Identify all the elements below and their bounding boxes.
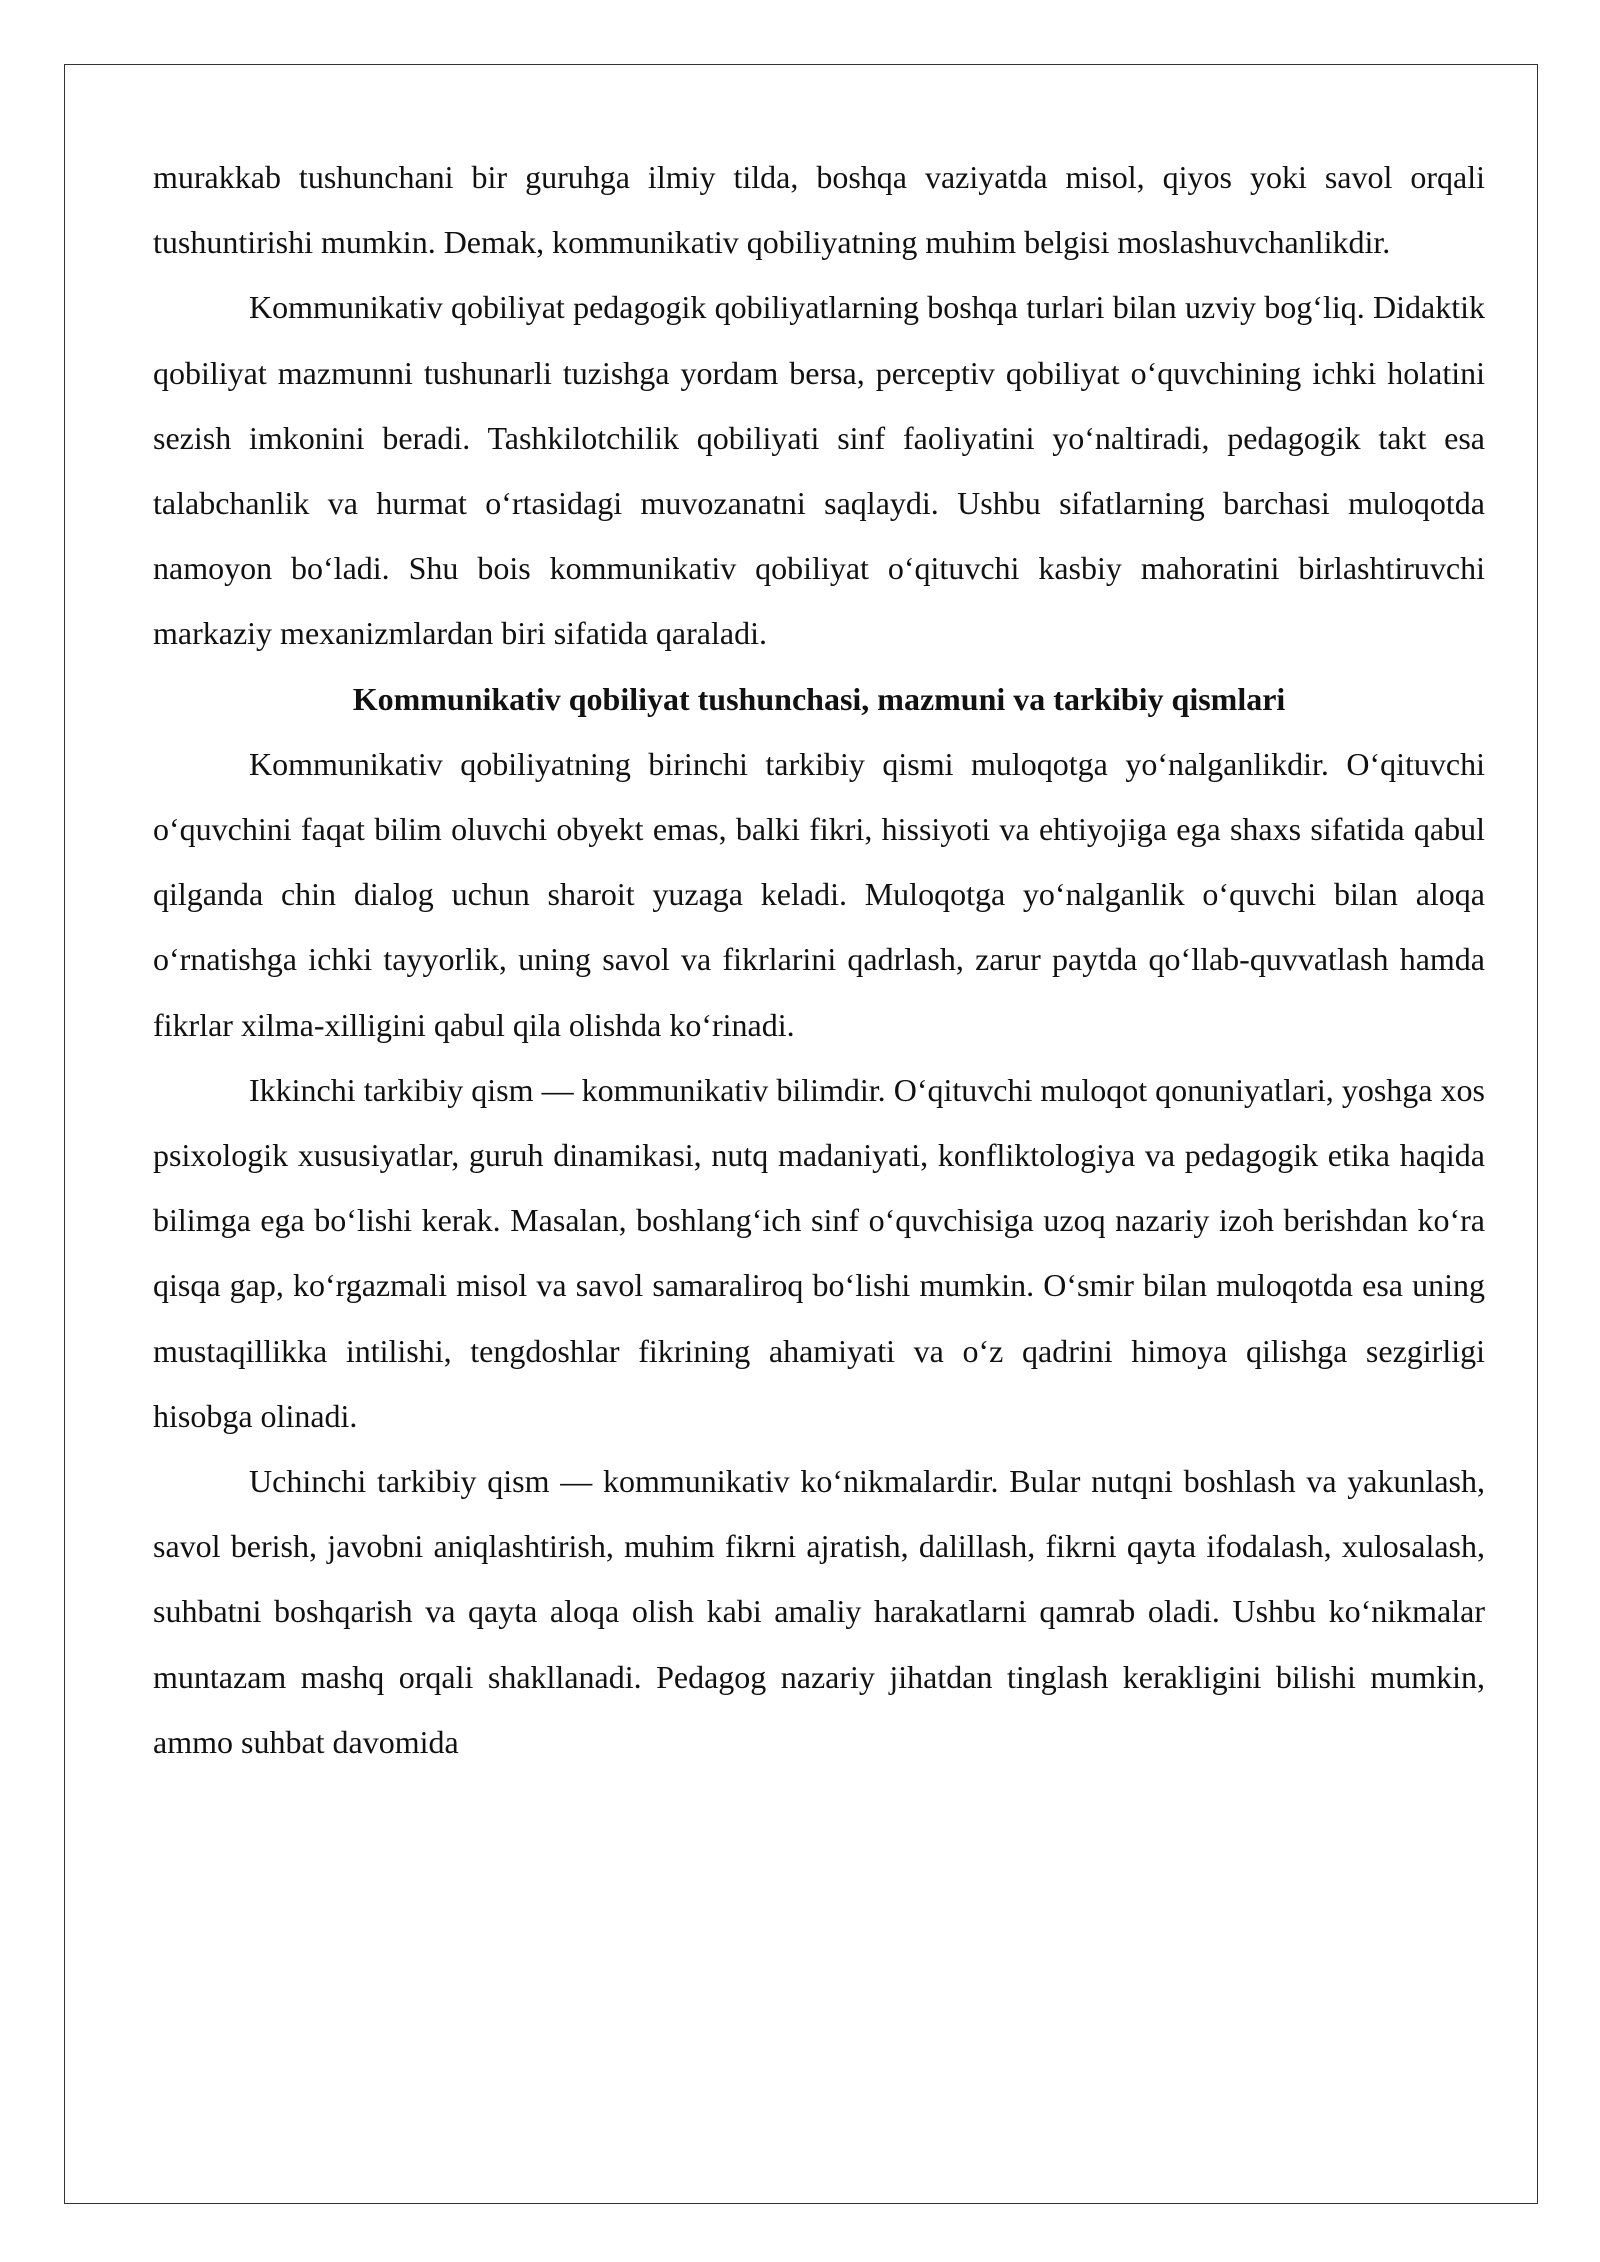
paragraph-continuation: murakkab tushunchani bir guruhga ilmiy tilda, boshqa vaziyatda misol, qiyos yoki savol orqali tushuntirishi mumkin. Demak, kommunikativ qobiliyatning muhim belgisi moslashuvchanlikdir. xyxy=(153,159,1485,261)
paragraph: Ikkinchi tarkibiy qism — kommunikativ bilimdir. O‘qituvchi muloqot qonuniyatlari, yoshga xos psixologik xususiyatlar, guruh dinamikasi, nutq madaniyati, konfliktologiya va pedagogik etika haqida bilimga ega bo‘lishi kerak. Masalan, boshlang‘ich sinf o‘quvchisiga uzoq nazariy izoh berishdan ko‘ra qisqa gap, ko‘rgazmali misol va savol samaraliroq bo‘lishi mumkin. O‘smir bilan muloqotda esa uning mustaqillikka intilishi, tengdoshlar fikrining ahamiyati va o‘z qadrini himoya qilishga sezgirligi hisobga olinadi. xyxy=(153,1071,1485,1434)
paragraph: Kommunikativ qobiliyat pedagogik qobiliyatlarning boshqa turlari bilan uzviy bog‘liq. Didaktik qobiliyat mazmunni tushunarli tuzishga yordam bersa, perceptiv qobiliyat o‘quvchining ichki holatini sezish imkonini beradi. Tashkilotchilik qobiliyati sinf faoliyatini yo‘naltiradi, pedagogik takt esa talabchanlik va hurmat o‘rtasidagi muvozanatni saqlaydi. Ushbu sifatlarning barchasi muloqotda namoyon bo‘ladi. Shu bois kommunikativ qobiliyat o‘qituvchi kasbiy mahoratini birlashtiruvchi markaziy mexanizmlardan biri sifatida qaraladi. xyxy=(153,289,1485,652)
paragraph: Uchinchi tarkibiy qism — kommunikativ ko‘nikmalardir. Bular nutqni boshlash va yakunlash, savol berish, javobni aniqlashtirish, muhim fikrni ajratish, dalillash, fikrni qayta ifodalash, xulosalash, suhbatni boshqarish va qayta aloqa olish kabi amaliy harakatlarni qamrab oladi. Ushbu ko‘nikmalar muntazam mashq orqali shakllanadi. Pedagog nazariy jihatdan tinglash kerakligini bilishi mumkin, ammo suhbat davomida xyxy=(153,1463,1485,1760)
paragraph: Kommunikativ qobiliyatning birinchi tarkibiy qismi muloqotga yo‘nalganlikdir. O‘qituvchi o‘quvchini faqat bilim oluvchi obyekt emas, balki fikri, hissiyoti va ehtiyojiga ega shaxs sifatida qabul qilganda chin dialog uchun sharoit yuzaga keladi. Muloqotga yo‘nalganlik o‘quvchi bilan aloqa o‘rnatishga ichki tayyorlik, uning savol va fikrlarini qadrlash, zarur paytda qo‘llab-quvvatlash hamda fikrlar xilma-xilligini qabul qila olishda ko‘rinadi. xyxy=(153,745,1485,1043)
document-body xyxy=(153,145,1485,1775)
section-heading: Kommunikativ qobiliyat tushunchasi, mazmuni va tarkibiy qismlari xyxy=(352,680,1286,717)
